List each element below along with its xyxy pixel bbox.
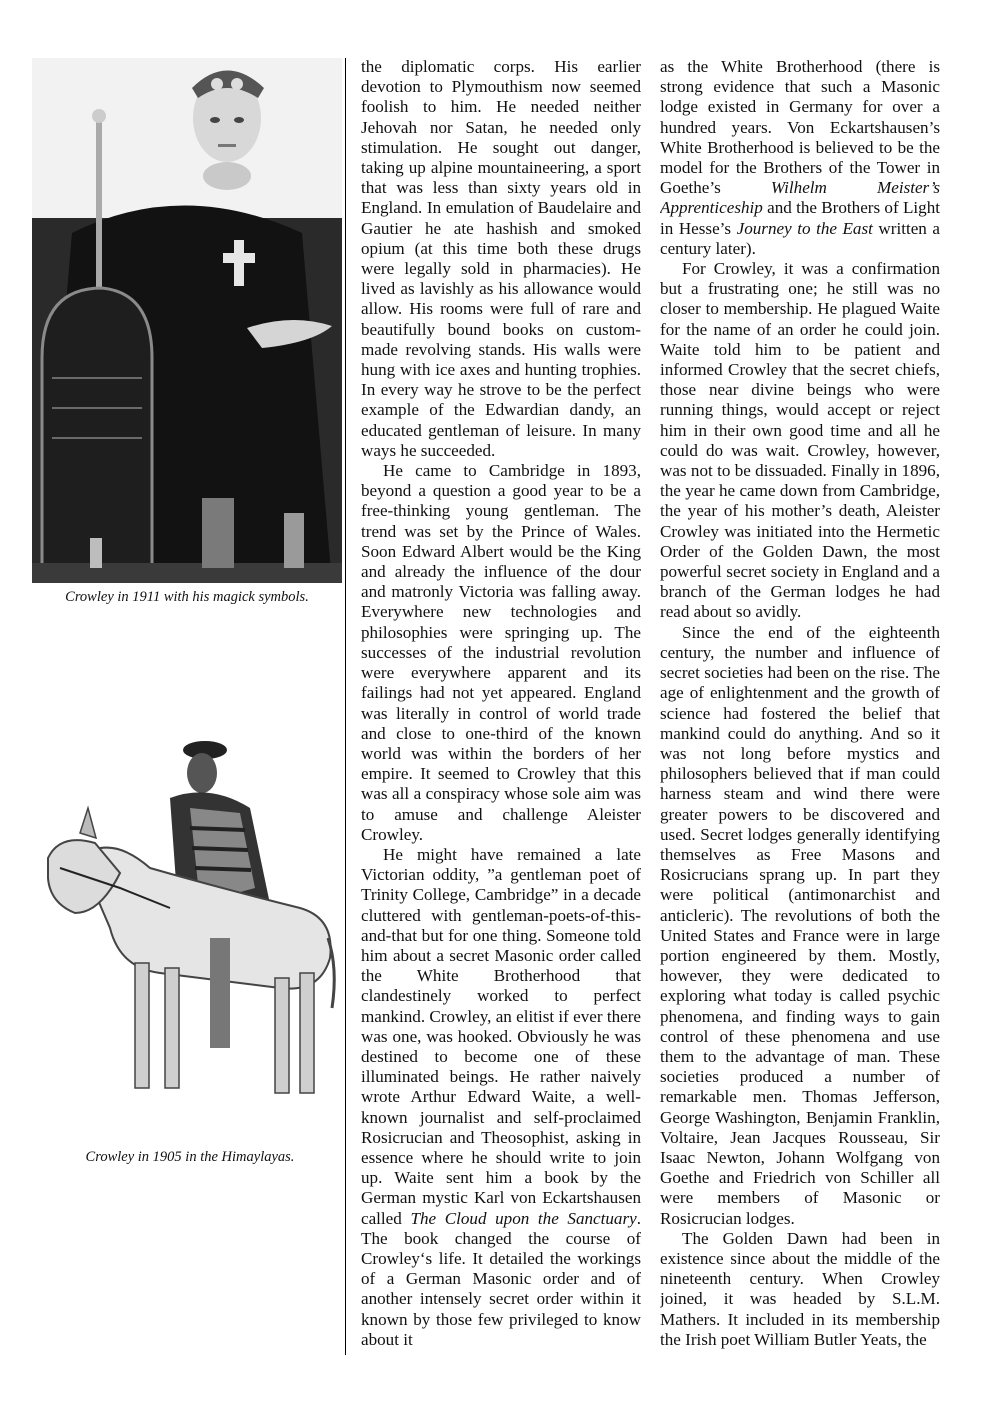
photo-crowley-1905 — [40, 738, 340, 1103]
book-title: The Cloud upon the Sanctuary — [410, 1208, 637, 1228]
paragraph: Since the end of the eighteenth century, the number and influence of secret societies had been on the rise. The age of enlightenment and the growth of science had fostered the belief that mankind could do anything. And so it was not long before mystics and philosophers believed that if man could harness steam and wind there were greater powers to be discovered and used. Secret lodges generally identifying themselves as Free Masons and Rosicrucians sprang up. In part they were political (antimonarchist and anticleric). The revolutions of both the United States and France were in large portion engineered by them. Mostly, however, they were dedicated to exploring what today is called psychic phenomena, and finding ways to gain control of these phenomena and use them to the advantage of man. These societies produced a number of remarkable men. Thomas Jefferson, George Washington, Benjamin Franklin, Voltaire, Jean Jacques Rousseau, Sir Isaac Newton, Johann Wolfgang von Goethe and Friedrich von Schiller all were members of Masonic or Rosicrucian lodges. — [660, 622, 940, 1228]
paragraph: the diplomatic corps. His earlier devotion to Plymouthism now seemed foolish to him. He needed neither Jehovah nor Satan, he needed only stimulation. He sought out danger, taking up alpine mountaineering, a sport that was less than sixty years old in England. In emulation of Baudelaire and Gautier he ate hashish and smoked opium (at this time both these drugs were legally sold in pharmacies). He lived as lavishly as his allowance would allow. His rooms were full of rare and beautifully bound books on custom-made revolving stands. His walls were hung with ice axes and hunting trophies. In every way he strove to be the perfect example of the Edwardian dandy, an educated gentleman of leisure. In many ways he succeeded. — [361, 57, 641, 460]
book-title: Wilhelm Meister’s Apprenticeship — [660, 178, 940, 218]
photo-crowley-1911-image — [32, 58, 342, 583]
paragraph-text: and the Brothers of Light in Hesse’s — [660, 198, 940, 238]
column-divider — [345, 58, 346, 1355]
figure-caption: Crowley in 1905 in the Himaylayas. — [85, 1149, 295, 1165]
paragraph-text: as the White Brotherhood (there is strong evidence that such a Masonic lodge existed in Germany for over a hundred years. Von Eckartshausen’s White Brotherhood is believed to be the model for the Brothers of the Tower in Goethe’s — [660, 57, 940, 198]
paragraph: He came to Cambridge in 1893, beyond a question a good year to be a free-thinking young gentleman. The trend was set by the Prince of Wales. Soon Edward Albert would be the King and already the influence of the dour and matronly Victoria was falling away. Everywhere new technologies and philosophies were springing up. The successes of the industrial revolution were everywhere apparent and its failings had not yet appeared. England was literally in control of world trade and close to one-third of the known world was within the borders of her empire. It seemed to Crowley that this was all a conspiracy whose sole aim was to amuse and challenge Aleister Crowley. — [361, 461, 641, 844]
photo-crowley-1905-image — [40, 738, 340, 1103]
text-column-middle — [361, 57, 641, 1357]
paragraph: For Crowley, it was a confirmation but a frustrating one; he still was no closer to membership. He plagued Waite for the name of an order he could join. Waite told him to be patient and informed Crowley that the secret chiefs, those near divine beings who were running things, would accept or reject him in their own good time and all he could do was wait. Crowley, however, was not to be dissuaded. Finally in 1896, the year he came down from Cambridge, the year of his mother’s death, Aleister Crowley was initiated into the Hermetic Order of the Golden Dawn, the most powerful secret society in England and a branch of the German lodges he had read about so avidly. — [660, 259, 940, 622]
book-title: Journey to the East — [736, 218, 873, 238]
paragraph — [361, 845, 641, 1350]
photo-crowley-1911 — [32, 58, 342, 583]
paragraph-text: written a century later). — [660, 218, 940, 258]
paragraph-text: . The book changed the course of Crowley‘s life. It detailed the workings of a German Masonic order and of another intensely secret order within it known by those few privileged to know about it — [361, 1208, 641, 1349]
figure-caption: Crowley in 1911 with his magick symbols. — [65, 589, 309, 605]
paragraph-text: He might have remained a late Victorian oddity, ”a gentleman poet of Trinity College, Cambridge” in a decade cluttered with gentleman-poets-of-this-and-that but for one thing. Someone told him about a secret Masonic order called the White Brotherhood that clandestinely worked to perfect mankind. Crowley, an elitist if ever there was one, was hooked. Obviously he was destined to become one of these illuminated beings. He rather naively wrote Arthur Edward Waite, a well-known journalist and self-proclaimed Rosicrucian and Theosophist, asking in essence where he should write to join up. Waite sent him a book by the German mystic Karl von Eckartshausen called — [361, 844, 641, 1228]
text-column-right — [660, 57, 940, 1357]
paragraph: The Golden Dawn had been in existence since about the middle of the nineteenth century. When Crowley joined, it was headed by S.L.M. Mathers. It included in its membership the Irish poet William Butler Yeats, the — [660, 1228, 940, 1349]
paragraph — [660, 57, 940, 259]
